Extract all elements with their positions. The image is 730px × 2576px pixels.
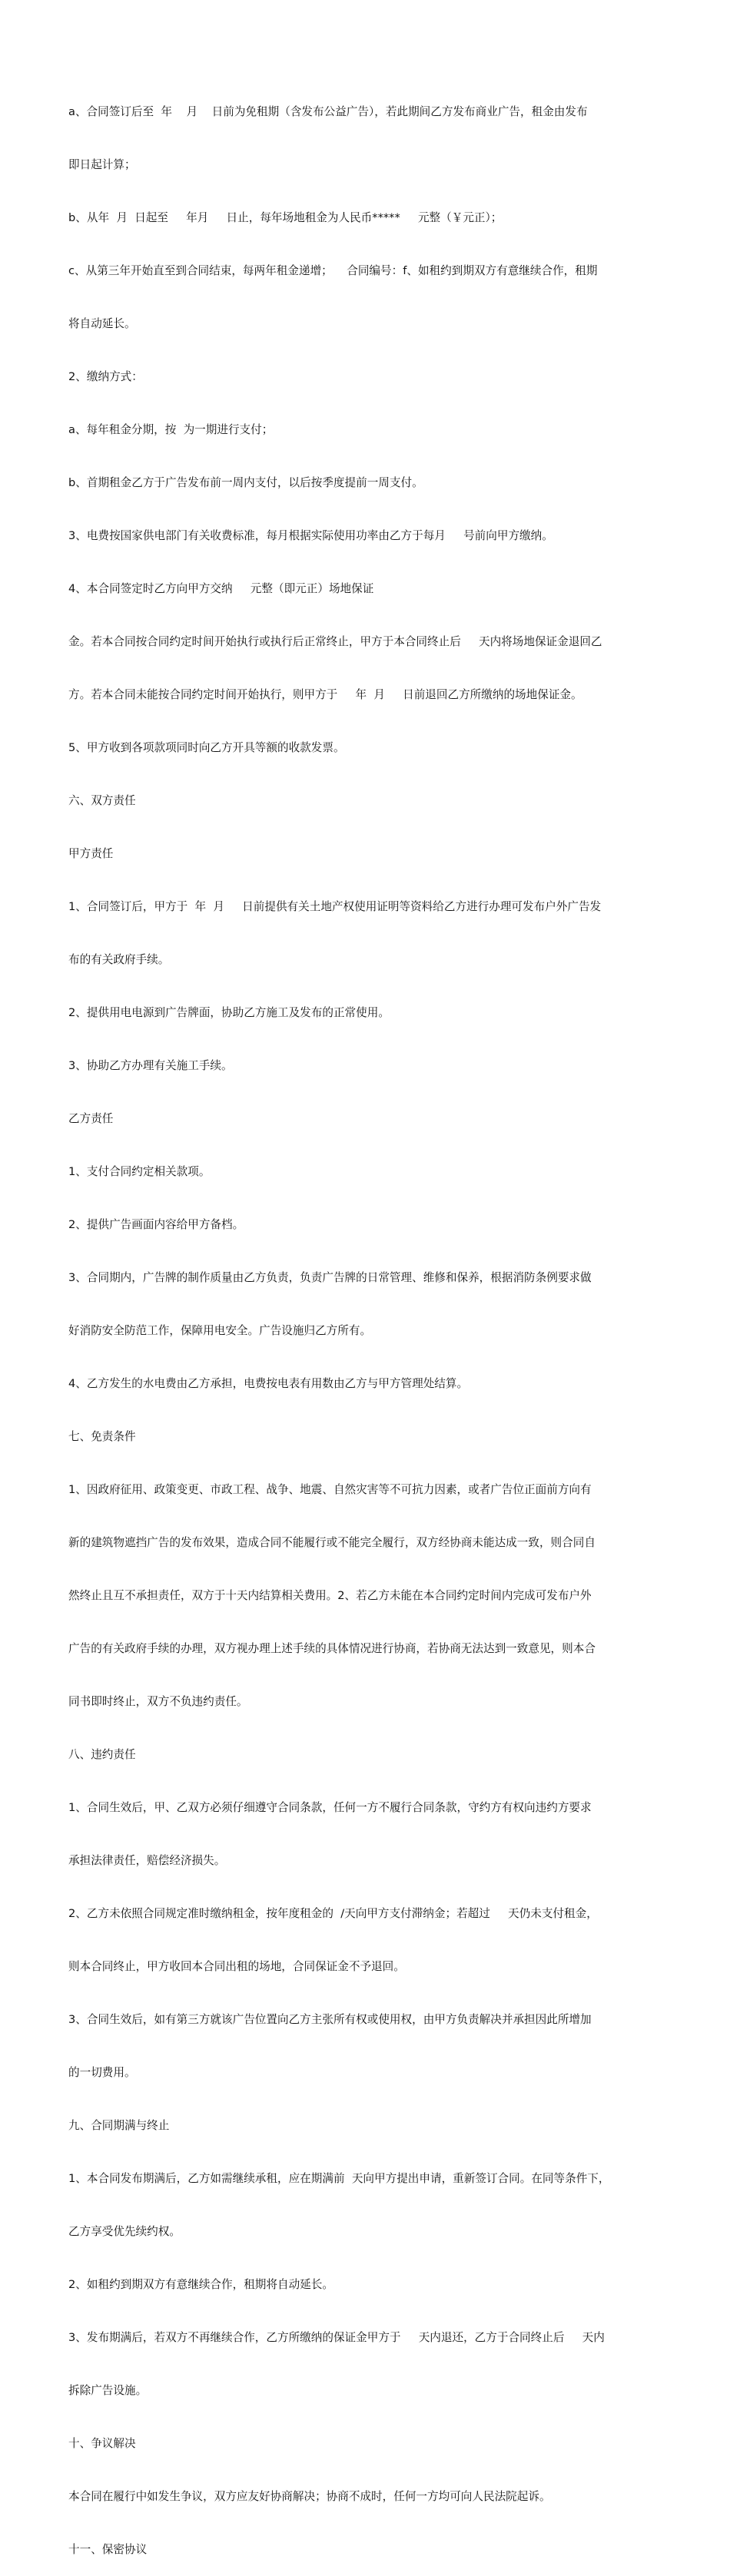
text-line: 2、如租约到期双方有意继续合作，租期将自动延长。 [68, 2278, 333, 2291]
text-line: 新的建筑物遮挡广告的发布效果，造成合同不能履行或不能完全履行，双方经协商未能达成一致，则合同自 [68, 1536, 596, 1549]
text-line: 乙方享受优先续约权。 [68, 2225, 181, 2238]
section-heading: 九、合同期满与终止 [68, 2119, 170, 2132]
text-line: 好消防安全防范工作，保障用电安全。广告设施归乙方所有。 [68, 1324, 372, 1337]
text-line: 的一切费用。 [68, 2066, 136, 2079]
text-line: 1、支付合同约定相关款项。 [68, 1165, 211, 1178]
text-line: 5、甲方收到各项款项同时向乙方开具等额的收款发票。 [68, 741, 345, 754]
text-line: 3、协助乙方办理有关施工手续。 [68, 1059, 233, 1072]
text-line: a、合同签订后至 年 月 日前为免租期（含发布公益广告），若此期间乙方发布商业广告，租金由发布 [68, 105, 588, 118]
subsection-heading: 乙方责任 [68, 1112, 114, 1125]
subsection-heading: 甲方责任 [68, 847, 114, 860]
text-line: 将自动延长。 [68, 317, 136, 330]
text-line: 则本合同终止，甲方收回本合同出租的场地，合同保证金不予退回。 [68, 1960, 405, 1973]
text-line: 3、电费按国家供电部门有关收费标准，每月根据实际使用功率由乙方于每月 号前向甲方缴纳。 [68, 529, 553, 542]
section-heading: 八、违约责任 [68, 1748, 136, 1761]
text-line: 2、乙方未依照合同规定准时缴纳租金，按年度租金的 /天向甲方支付滞纳金；若超过 天仍未支付租金， [68, 1907, 598, 1920]
text-line: c、从第三年开始直至到合同结束，每两年租金递增； 合同编号：f、如租约到期双方有意继续合作，租期 [68, 264, 598, 277]
document-body [68, 68, 675, 2576]
text-line: 方。若本合同未能按合同约定时间开始执行，则甲方于 年 月 日前退回乙方所缴纳的场地保证金。 [68, 688, 582, 701]
section-heading: 十、争议解决 [68, 2437, 136, 2450]
text-line: 金。若本合同按合同约定时间开始执行或执行后正常终止，甲方于本合同终止后 天内将场地保证金退回乙 [68, 635, 602, 648]
text-line: 本合同在履行中如发生争议，双方应友好协商解决；协商不成时，任何一方均可向人民法院起诉。 [68, 2490, 551, 2503]
text-line: 然终止且互不承担责任，双方于十天内结算相关费用。2、若乙方未能在本合同约定时间内完成可发布户外 [68, 1589, 592, 1602]
text-line: 3、合同生效后，如有第三方就该广告位置向乙方主张所有权或使用权，由甲方负责解决并承担因此所增加 [68, 2013, 592, 2026]
section-heading: 十一、保密协议 [68, 2543, 148, 2556]
text-line: 4、本合同签定时乙方向甲方交纳 元整（即元正）场地保证 [68, 582, 374, 595]
text-line: 即日起计算； [68, 158, 136, 171]
text-line: 1、本合同发布期满后，乙方如需继续承租，应在期满前 天向甲方提出申请，重新签订合同。在同等条件下， [68, 2172, 610, 2185]
text-line: 承担法律责任，赔偿经济损失。 [68, 1854, 226, 1867]
text-line: 布的有关政府手续。 [68, 953, 170, 966]
text-line: 4、乙方发生的水电费由乙方承担，电费按电表有用数由乙方与甲方管理处结算。 [68, 1377, 469, 1390]
text-line: 3、合同期内，广告牌的制作质量由乙方负责，负责广告牌的日常管理、维修和保养，根据消防条例要求做 [68, 1271, 592, 1284]
text-line: b、首期租金乙方于广告发布前一周内支付，以后按季度提前一周支付。 [68, 476, 423, 489]
text-line: 1、因政府征用、政策变更、市政工程、战争、地震、自然灾害等不可抗力因素，或者广告位正面前方向有 [68, 1483, 592, 1496]
text-line: 2、提供广告画面内容给甲方备档。 [68, 1218, 244, 1231]
text-line: b、从年 月 日起至 年月 日止，每年场地租金为人民币***** 元整（￥元正）； [68, 211, 503, 224]
section-heading: 2、缴纳方式： [68, 370, 143, 383]
text-line: 3、发布期满后，若双方不再继续合作，乙方所缴纳的保证金甲方于 天内退还，乙方于合同终止后 天内 [68, 2331, 605, 2344]
text-line: 拆除广告设施。 [68, 2384, 148, 2397]
text-line: a、每年租金分期，按 为一期进行支付； [68, 423, 274, 436]
text-line: 同书即时终止，双方不负违约责任。 [68, 1695, 248, 1708]
section-heading: 七、免责条件 [68, 1430, 136, 1443]
text-line: 1、合同签订后，甲方于 年 月 日前提供有关土地产权使用证明等资料给乙方进行办理可发布户外广告发 [68, 900, 602, 913]
text-line: 1、合同生效后，甲、乙双方必须仔细遵守合同条款，任何一方不履行合同条款，守约方有权向违约方要求 [68, 1801, 592, 1814]
text-line: 2、提供用电电源到广告牌面，协助乙方施工及发布的正常使用。 [68, 1006, 390, 1019]
section-heading: 六、双方责任 [68, 794, 136, 807]
text-line: 广告的有关政府手续的办理，双方视办理上述手续的具体情况进行协商，若协商无法达到一致意见，则本合 [68, 1642, 596, 1655]
